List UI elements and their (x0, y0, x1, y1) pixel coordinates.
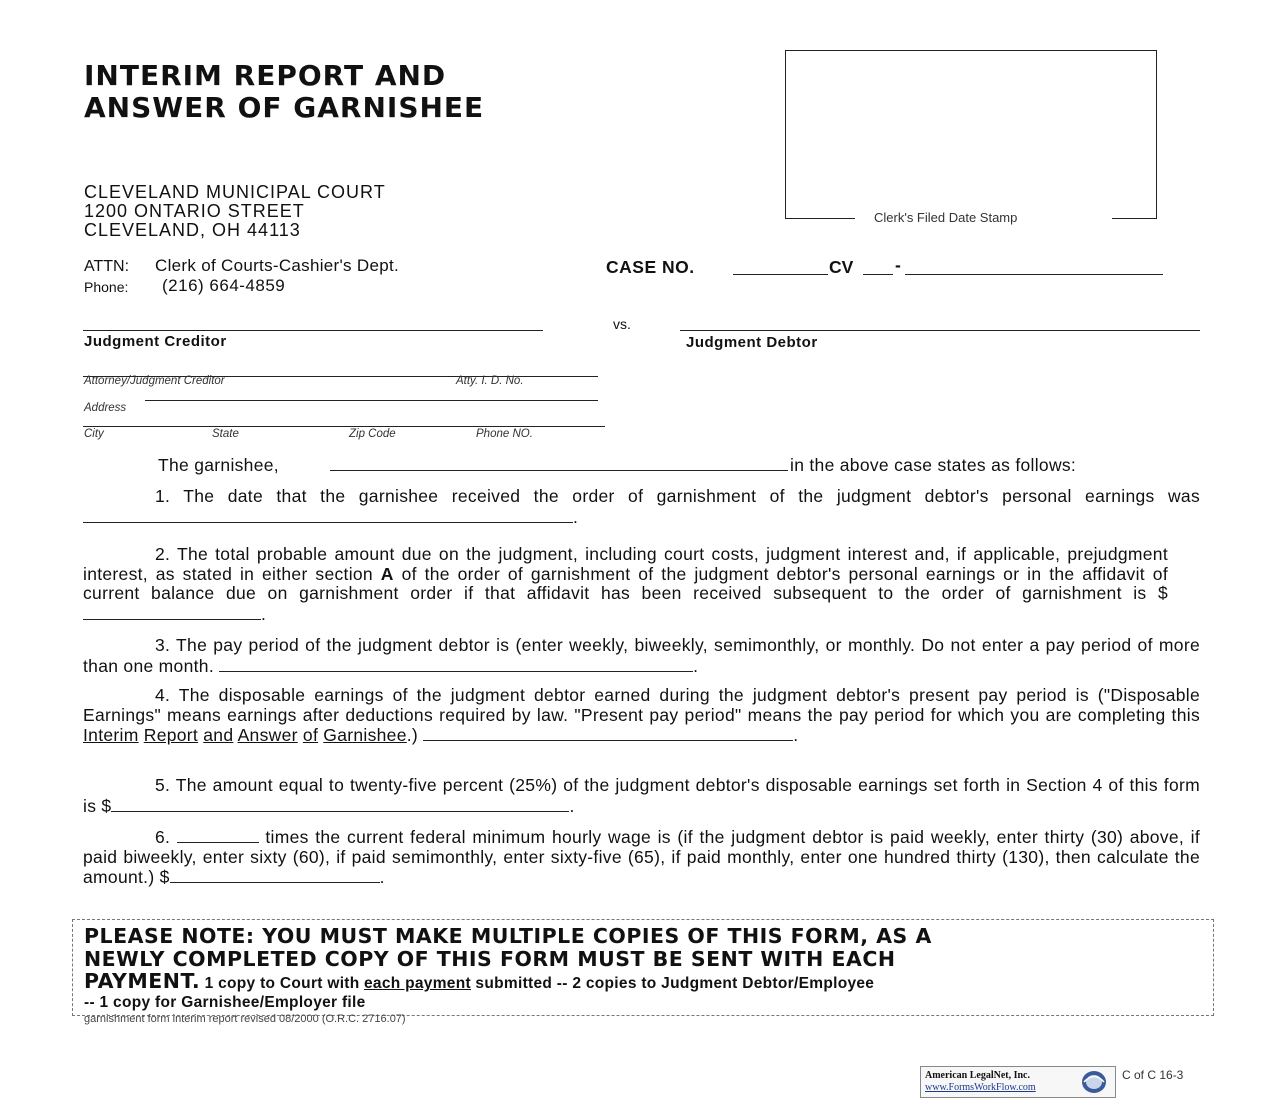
item-4: 4. The disposable earnings of the judgment debtor earned during the judgment debtor's present pay period is ("Disposable Earnings" means earnings after deductions required by law. "Present pay period" means the pay period for which you are completing this Interim Report and Answer of Garnishee.) . (83, 685, 1200, 745)
garnishee-before: The garnishee, (158, 455, 279, 475)
item-6-number: 6. (155, 827, 171, 847)
judgment-debtor-field[interactable] (680, 330, 1200, 331)
form-title-line1: INTERIM REPORT AND (84, 59, 447, 92)
garnishee-after: in the above case states as follows: (790, 455, 1077, 475)
case-no-type-field[interactable] (863, 274, 893, 275)
item-6: 6. times the current federal minimum hourly wage is (if the judgment debtor is paid weekly, enter thirty (30) above, if paid biweekly, enter sixty (60), if paid semimonthly, enter sixty-five (65), if paid monthly, enter one hundred thirty (130), then calculate the amount.) $ . (83, 827, 1200, 887)
atty-id-label: Atty. I. D. No. (456, 375, 524, 387)
zip-label: Zip Code (349, 428, 396, 440)
globe-icon (1079, 1069, 1109, 1095)
item-4-garnishee: Garnishee (323, 725, 407, 745)
case-no-year-field[interactable] (733, 274, 828, 275)
item-1: 1. The date that the garnishee received the order of garnishment of the judgment debtor's personal earnings was . (83, 487, 1200, 527)
court-street: 1200 ONTARIO STREET (84, 201, 305, 221)
garnishee-name-field[interactable] (330, 470, 788, 471)
item-5-amount-field[interactable] (111, 796, 569, 812)
form-title-line2: ANSWER OF GARNISHEE (84, 91, 485, 124)
item-4-close: .) (406, 725, 419, 745)
notice-line1: PLEASE NOTE: YOU MUST MAKE MULTIPLE COPIES OF THIS FORM, AS A (84, 924, 932, 948)
attn-label: ATTN: (84, 258, 130, 275)
item-2-amount-field[interactable] (83, 604, 261, 620)
item-4-interim: Interim (83, 725, 139, 745)
item-3: 3. The pay period of the judgment debtor is (enter weekly, biweekly, semimonthly, or monthly. Do not enter a pay period of more than one month. . (83, 635, 1200, 676)
item-4-text: 4. The disposable earnings of the judgment debtor earned during the judgment debtor's present pay period is ("Disposable Earnings" means earnings after deductions required by law. "Present pay period" means the pay period for which you are completing this (83, 685, 1200, 725)
form-code: C of C 16-3 (1122, 1068, 1184, 1082)
stamp-label: Clerk's Filed Date Stamp (874, 210, 1018, 225)
phone-no-label: Phone NO. (476, 428, 533, 440)
clerk-stamp-box (785, 50, 1157, 219)
case-cv: CV (829, 257, 854, 277)
item-3-pay-period-field[interactable] (219, 656, 693, 672)
judgment-creditor-field[interactable] (83, 330, 543, 331)
attn-value: Clerk of Courts-Cashier's Dept. (155, 256, 400, 275)
court-city: CLEVELAND, OH 44113 (84, 220, 301, 240)
address-label: Address (84, 402, 127, 414)
item-4-of: of (302, 725, 319, 745)
notice-each-payment: each payment (363, 975, 471, 992)
item-1-date-field[interactable] (83, 507, 573, 523)
vs-label: vs. (613, 316, 631, 332)
item-4-report: Report (143, 725, 199, 745)
item-3-text: 3. The pay period of the judgment debtor is (enter weekly, biweekly, semimonthly, or monthly. Do not enter a pay period of more than one month. (83, 635, 1200, 676)
revision-note: garnishment form interim report revised 08/2000 (O.R.C. 2716.07) (84, 1013, 406, 1025)
notice-line4: -- 1 copy for Garnishee/Employer file (84, 994, 366, 1011)
notice-payment: PAYMENT. (84, 969, 201, 993)
form-title (84, 60, 484, 124)
item-5-text: 5. The amount equal to twenty-five percent (25%) of the judgment debtor's disposable earnings set forth in Section 4 of this form is $ (83, 775, 1200, 816)
item-4-and: and (203, 725, 234, 745)
notice-copy1: 1 copy to Court with (204, 975, 360, 992)
city-label: City (84, 428, 104, 440)
notice-submitted: submitted -- 2 copies to Judgment Debtor/Employee (475, 975, 875, 992)
case-no-number-field[interactable] (905, 274, 1163, 275)
item-2-text-c: of the order of garnishment of the judgment debtor's personal earnings or in the affidavit of current balance due on garnishment order if that affidavit has been received subsequent to the order of garnishment is $ (83, 563, 1168, 603)
item-4-earnings-field[interactable] (423, 725, 793, 741)
phone-value: (216) 664-4859 (162, 276, 286, 295)
item-4-answer: Answer (237, 725, 298, 745)
stamp-bottom-left (785, 218, 855, 219)
address-field[interactable] (145, 400, 598, 401)
logo-url[interactable]: www.FormsWorkFlow.com (925, 1082, 1036, 1093)
state-label: State (212, 428, 239, 440)
case-dash: - (895, 255, 901, 275)
judgment-creditor-label: Judgment Creditor (84, 333, 227, 350)
item-6-text: times the current federal minimum hourly wage is (if the judgment debtor is paid weekly, enter thirty (30) above, if paid biweekly, enter sixty (60), if paid semimonthly, enter sixty-five (65), if paid monthly, enter one hundred thirty (130), then calculate the amount.) $ (83, 827, 1200, 887)
judgment-debtor-label: Judgment Debtor (686, 334, 818, 351)
case-no-label: CASE NO. (606, 257, 695, 277)
item-6-amount-field[interactable] (170, 867, 380, 883)
notice-line2: NEWLY COMPLETED COPY OF THIS FORM MUST BE SENT WITH EACH (84, 947, 896, 971)
american-legalnet-logo[interactable] (920, 1066, 1116, 1098)
phone-label: Phone: (84, 279, 129, 295)
notice-line3 (84, 970, 874, 993)
logo-company: American LegalNet, Inc. (925, 1070, 1030, 1081)
item-2-section-a: A (380, 563, 394, 584)
item-2-text-a: 2. The total probable amount due on the judgment, including court costs, judgment interest and, if applicable, prejudgment interest, as stated in either section (83, 544, 1168, 584)
item-6-multiplier-field[interactable] (177, 827, 259, 843)
court-name: CLEVELAND MUNICIPAL COURT (84, 182, 386, 202)
item-5: 5. The amount equal to twenty-five percent (25%) of the judgment debtor's disposable earnings set forth in Section 4 of this form is $ . (83, 775, 1200, 816)
attorney-label: Attorney/Judgment Creditor (84, 375, 225, 387)
item-2: 2. The total probable amount due on the judgment, including court costs, judgment interest and, if applicable, prejudgment interest, as stated in either section A of the order of garnishment of the judgment debtor's personal earnings or in the affidavit of current balance due on garnishment order if that affidavit has been received subsequent to the order of garnishment is $. (83, 544, 1168, 624)
stamp-bottom-right (1112, 218, 1156, 219)
item-1-text: 1. The date that the garnishee received the order of garnishment of the judgment debtor's personal earnings was (155, 486, 1200, 506)
city-state-zip-field[interactable] (83, 426, 605, 427)
